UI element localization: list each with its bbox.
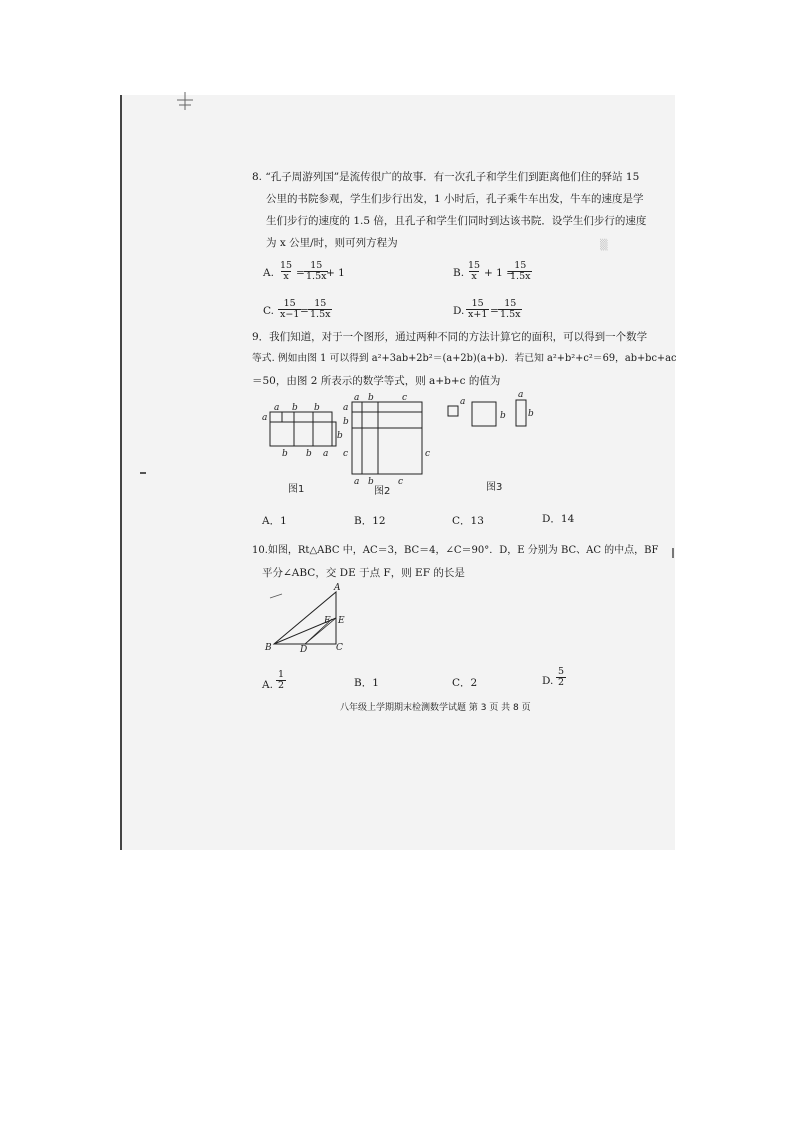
q9-figure1 bbox=[262, 400, 342, 460]
q10-line1: 10.如图，Rt△ABC 中，AC＝3，BC＝4，∠C＝90°．D，E 分别为 BC、AC 的中点，BF bbox=[252, 545, 659, 556]
fig3-side-b: b bbox=[528, 409, 534, 419]
q8-c-left-fraction: $\frac{15}{x-1}$ bbox=[280, 298, 300, 320]
q10-point-a: A bbox=[334, 583, 341, 593]
q9-option-c: C．13 bbox=[452, 515, 484, 527]
q8-a-right-fraction: $\frac{15}{1.5x}$ bbox=[306, 260, 327, 282]
q9-line2: 等式. 例如由图 1 可以得到 a²+3ab+2b²＝(a+2b)(a+b)．若已知 a²+b²+c²＝69，ab+bc+ac bbox=[252, 353, 677, 364]
q9-option-b: B．12 bbox=[354, 515, 386, 527]
q10-triangle-figure bbox=[262, 583, 352, 656]
q8-option-d-label: D. bbox=[453, 305, 465, 317]
q8-d-right-fraction: $\frac{15}{1.5x}$ bbox=[500, 298, 521, 320]
scan-speck bbox=[140, 472, 146, 474]
fig1-left-a: a bbox=[262, 413, 268, 423]
scan-speck-right bbox=[672, 548, 674, 558]
q8-c-equals: = bbox=[300, 305, 309, 317]
svg-text:图2: 图2 bbox=[374, 486, 391, 497]
q9-option-a: A．1 bbox=[262, 515, 287, 527]
q8-option-a-label: A. bbox=[263, 267, 274, 279]
q8-line4: 为 x 公里/时，则可列方程为 bbox=[266, 237, 398, 249]
q8-a-left-fraction: $\frac{15}{x}$ bbox=[280, 260, 293, 282]
fig3-small-a: a bbox=[518, 390, 524, 400]
q8-a-equals: = bbox=[296, 267, 305, 279]
q10-option-a-label: A. bbox=[262, 679, 273, 691]
q10-point-e: E bbox=[338, 616, 345, 626]
fig2-right-c: c bbox=[425, 449, 431, 459]
q9-figure2 bbox=[340, 394, 436, 486]
q8-c-right-fraction: $\frac{15}{1.5x}$ bbox=[310, 298, 331, 320]
fig2-top-c: c bbox=[402, 393, 408, 403]
page-footer: 八年级上学期期末检测数学试题 第 3 页 共 8 页 bbox=[340, 703, 531, 713]
svg-text:图3: 图3 bbox=[486, 482, 503, 493]
fig3-a: a bbox=[460, 397, 466, 407]
q10-point-c: C bbox=[336, 643, 343, 653]
q8-line1: 8. “孔子周游列国”是流传很广的故事．有一次孔子和学生们到距离他们住的驿站 15 bbox=[252, 171, 640, 183]
q10-option-c: C．2 bbox=[452, 677, 478, 689]
fig1-top-b1: b bbox=[292, 403, 298, 413]
q9-line3: ＝50，由图 2 所表示的数学等式，则 a+b+c 的值为 bbox=[252, 375, 501, 387]
q9-fig1-caption bbox=[284, 478, 314, 498]
q8-option-b-label: B. bbox=[453, 267, 465, 279]
fig2-left-b: b bbox=[343, 417, 349, 427]
q8-d-left-fraction: $\frac{15}{x+1}$ bbox=[468, 298, 488, 320]
q10-option-a-fraction: $\frac{1}{2}$ bbox=[278, 669, 285, 691]
q8-line2: 公里的书院参观，学生们步行出发，1 小时后，孔子乘牛车出发，牛车的速度是学 bbox=[266, 193, 644, 205]
fig2-top-a: a bbox=[354, 393, 360, 403]
q8-a-tail: + 1 bbox=[326, 267, 345, 279]
q9-line1: 9．我们知道，对于一个图形，通过两种不同的方法计算它的面积，可以得到一个数学 bbox=[252, 331, 648, 343]
q8-option-c-label: C. bbox=[263, 305, 274, 317]
fig2-bottom-c: c bbox=[398, 477, 404, 487]
fig2-bottom-b: b bbox=[368, 477, 374, 487]
crop-mark-icon bbox=[175, 92, 195, 112]
q8-d-equals: = bbox=[490, 305, 499, 317]
q9-fig3-caption bbox=[482, 476, 512, 494]
q10-option-d-fraction: $\frac{5}{2}$ bbox=[558, 666, 565, 688]
q9-figure3 bbox=[444, 390, 540, 434]
fig2-left-c: c bbox=[343, 449, 349, 459]
q10-point-f: F bbox=[324, 616, 331, 626]
q10-option-b: B．1 bbox=[354, 677, 379, 689]
q9-option-d: D．14 bbox=[542, 513, 575, 525]
fig1-top-b2: b bbox=[314, 403, 320, 413]
svg-text:图1: 图1 bbox=[288, 484, 305, 495]
q8-line3: 生们步行的速度的 1.5 倍，且孔子和学生们同时到达该书院．设学生们步行的速度 bbox=[266, 215, 647, 227]
bleed-through: ▒ bbox=[600, 240, 608, 251]
fig3-b: b bbox=[500, 411, 506, 421]
fig1-right-b: b bbox=[337, 431, 343, 441]
page-binding-edge bbox=[120, 95, 122, 850]
q10-option-d-label: D. bbox=[542, 675, 554, 687]
fig1-bottom-a: a bbox=[323, 449, 329, 459]
q8-b-left-fraction: $\frac{15}{x}$ bbox=[468, 260, 481, 282]
fig1-bottom-b2: b bbox=[306, 449, 312, 459]
q10-point-b: B bbox=[265, 643, 272, 653]
fig2-top-b: b bbox=[368, 393, 374, 403]
q9-fig2-caption bbox=[370, 480, 400, 498]
fig2-bottom-a: a bbox=[354, 477, 360, 487]
q10-line2: 平分∠ABC，交 DE 于点 F，则 EF 的长是 bbox=[262, 567, 465, 579]
fig1-top-a: a bbox=[274, 403, 280, 413]
q8-b-right-fraction: $\frac{15}{1.5x}$ bbox=[510, 260, 531, 282]
fig1-bottom-b1: b bbox=[282, 449, 288, 459]
q10-point-d: D bbox=[300, 645, 308, 655]
fig2-left-a: a bbox=[343, 403, 349, 413]
q8-b-middle: + 1 = bbox=[484, 267, 515, 279]
